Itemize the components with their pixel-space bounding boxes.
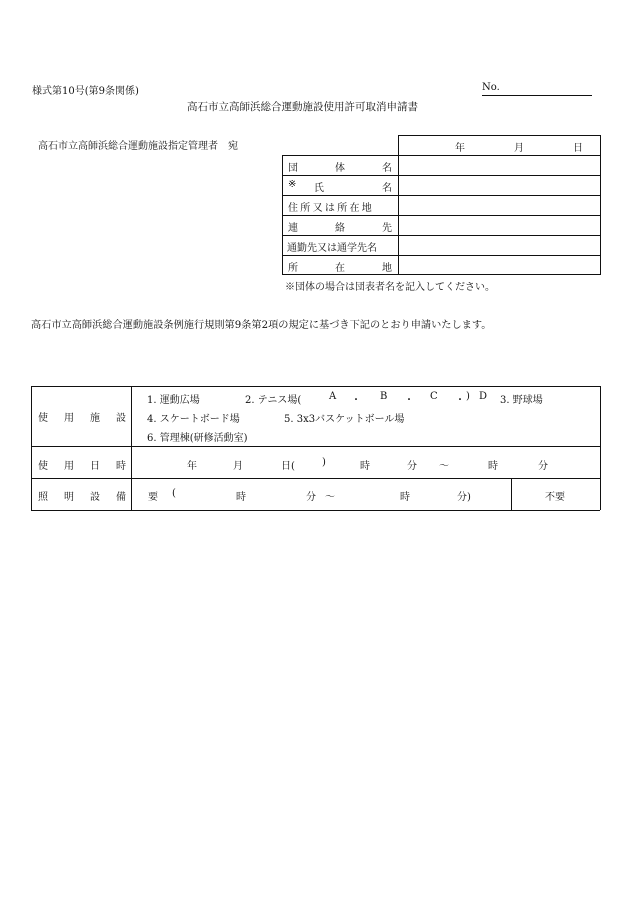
facility-option-basketball[interactable]: 5. 3x3バスケットボール場 bbox=[284, 414, 405, 425]
usage-month[interactable]: 月 bbox=[233, 461, 243, 472]
representative-name-field[interactable] bbox=[400, 177, 598, 194]
representative-name-label: ※ 氏 名 bbox=[288, 179, 392, 194]
date-month-label: 月 bbox=[514, 143, 524, 154]
court-separator: ・ bbox=[404, 395, 414, 406]
usage-end-minute[interactable]: 分 bbox=[538, 461, 548, 472]
usage-start-hour[interactable]: 時 bbox=[360, 461, 370, 472]
group-name-label: 団 体 名 bbox=[288, 163, 392, 174]
form-number: 様式第10号(第9条関係) bbox=[32, 86, 139, 97]
contact-field[interactable] bbox=[400, 217, 598, 234]
lighting-start-hour[interactable]: 時 bbox=[236, 492, 246, 503]
usage-start-minute[interactable]: 分 bbox=[407, 461, 417, 472]
date-day-label: 日 bbox=[573, 143, 583, 154]
facility-option-tennis[interactable]: 2. テニス場( bbox=[245, 395, 302, 406]
lighting-end-hour[interactable]: 時 bbox=[400, 492, 410, 503]
lighting-tilde: ～ bbox=[325, 492, 335, 503]
facility-option-sports-ground[interactable]: 1. 運動広場 bbox=[147, 395, 200, 406]
lighting-required-option[interactable]: 要 bbox=[148, 492, 158, 503]
contact-label: 連 絡 先 bbox=[288, 223, 392, 234]
lighting-label: 照 明 設 備 bbox=[38, 492, 126, 503]
no-label: No. bbox=[482, 82, 500, 93]
usage-tilde: ～ bbox=[439, 461, 449, 472]
lighting-end-minute[interactable]: 分) bbox=[457, 492, 471, 503]
work-school-field[interactable] bbox=[400, 237, 598, 254]
no-underline bbox=[482, 95, 592, 96]
facility-option-admin-building[interactable]: 6. 管理棟(研修活動室) bbox=[147, 433, 248, 444]
tennis-court-c[interactable]: C bbox=[430, 391, 438, 402]
page-title: 高石市立高師浜総合運動施設使用許可取消申請書 bbox=[187, 101, 418, 113]
location-field[interactable] bbox=[400, 257, 598, 273]
lighting-not-required-option[interactable]: 不要 bbox=[545, 492, 565, 503]
tennis-close-paren: ) bbox=[466, 391, 470, 402]
usage-end-hour[interactable]: 時 bbox=[488, 461, 498, 472]
group-name-field[interactable] bbox=[400, 157, 598, 174]
representative-note: ※団体の場合は団表者名を記入してください。 bbox=[285, 282, 495, 293]
address-label: 住所又は所在地 bbox=[288, 203, 375, 214]
facility-option-baseball[interactable]: 3. 野球場 bbox=[500, 395, 543, 406]
usage-datetime-label: 使 用 日 時 bbox=[38, 461, 126, 472]
date-year-label: 年 bbox=[455, 143, 465, 154]
addressee: 高石市立高師浜総合運動施設指定管理者 宛 bbox=[38, 141, 238, 152]
location-label: 所 在 地 bbox=[288, 263, 392, 274]
work-school-label: 通勤先又は通学先名 bbox=[287, 243, 377, 254]
usage-year[interactable]: 年 bbox=[187, 461, 197, 472]
lighting-open-paren: ( bbox=[172, 488, 176, 499]
usage-weekday-close: ) bbox=[322, 457, 326, 468]
court-separator: ・ bbox=[351, 395, 361, 406]
application-statement: 高石市立高師浜総合運動施設条例施行規則第9条第2項の規定に基づき下記のとおり申請いたします。 bbox=[31, 320, 492, 331]
address-field[interactable] bbox=[400, 197, 598, 214]
facilities-label: 使 用 施 設 bbox=[38, 413, 126, 424]
tennis-court-b[interactable]: B bbox=[380, 391, 388, 402]
court-separator: ・ bbox=[455, 395, 465, 406]
usage-day[interactable]: 日( bbox=[281, 461, 295, 472]
lighting-start-minute[interactable]: 分 bbox=[306, 492, 316, 503]
tennis-court-d[interactable]: D bbox=[479, 391, 488, 402]
tennis-court-a[interactable]: A bbox=[329, 391, 337, 402]
facility-option-skateboard[interactable]: 4. スケートボード場 bbox=[147, 414, 240, 425]
